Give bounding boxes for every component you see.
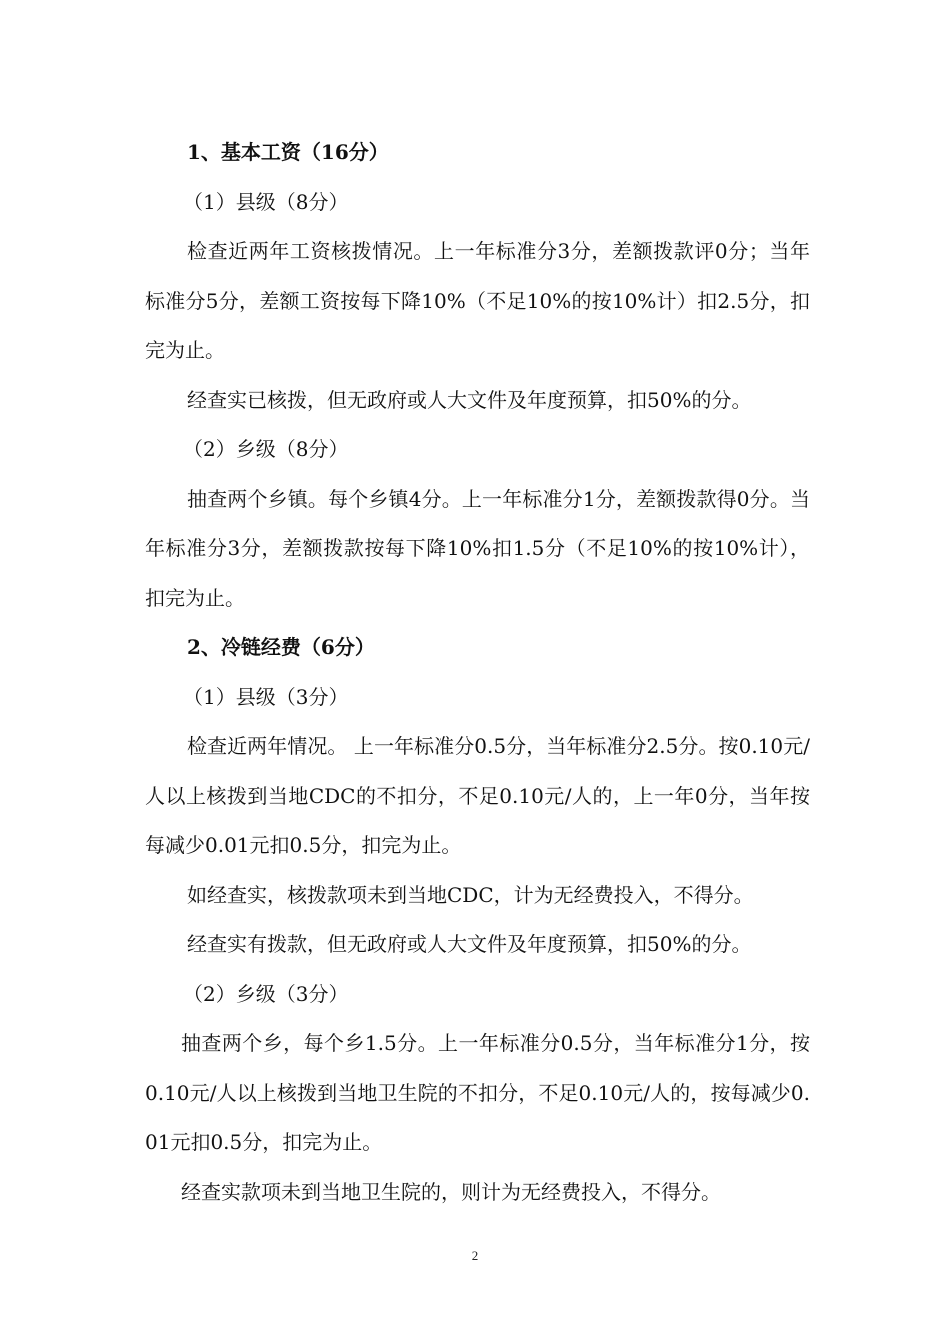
paragraph-township-cold-chain-verified: 经查实款项未到当地卫生院的，则计为无经费投入，不得分。 bbox=[181, 1179, 721, 1204]
paragraph-county-salary-deduction: 经查实已核拨，但无政府或人大文件及年度预算，扣50%的分。 bbox=[187, 387, 752, 412]
section-heading-basic-salary: 1、基本工资（16分） bbox=[187, 140, 389, 164]
subsection-title-county-salary: （1）县级（8分） bbox=[183, 189, 349, 214]
document-body bbox=[145, 128, 810, 1217]
paragraph-county-cold-chain-deduction: 经查实有拨款，但无政府或人大文件及年度预算，扣50%的分。 bbox=[187, 932, 752, 956]
subsection-title-township-cold-chain: （2）乡级（3分） bbox=[183, 981, 349, 1006]
paragraph-county-cold-chain-verified: 如经查实，核拨款项未到当地CDC，计为无经费投入，不得分。 bbox=[187, 882, 754, 907]
paragraph-county-salary-check: 检查近两年工资核拨情况。上一年标准分3分，差额拨款评0分；当年标准分5分，差额工资按每下降10%（不足10%的按10%计）扣2.5分，扣完为止。 bbox=[145, 239, 810, 362]
subsection-title-county-cold-chain: （1）县级（3分） bbox=[183, 684, 349, 709]
paragraph-county-cold-chain-check: 检查近两年情况。 上一年标准分0.5分，当年标准分2.5分。按0.10元/人以上核拨到当地CDC的不扣分，不足0.10元/人的，上一年0分，当年按每减少0.01元扣0.5分，扣完为止。 bbox=[145, 734, 810, 857]
paragraph-township-cold-chain-check: 抽查两个乡，每个乡1.5分。上一年标准分0.5分，当年标准分1分，按0.10元/人以上核拨到当地卫生院的不扣分，不足0.10元/人的，按每减少0.01元扣0.5分，扣完为止。 bbox=[145, 1031, 810, 1154]
section-heading-cold-chain: 2、冷链经费（6分） bbox=[187, 635, 375, 659]
paragraph-township-salary-check: 抽查两个乡镇。每个乡镇4分。上一年标准分1分，差额拨款得0分。当年标准分3分，差额拨款按每下降10%扣1.5分（不足10%的按10%计），扣完为止。 bbox=[145, 486, 810, 610]
subsection-title-township-salary: （2）乡级（8分） bbox=[183, 437, 349, 461]
page-number: 2 bbox=[471, 1248, 479, 1263]
